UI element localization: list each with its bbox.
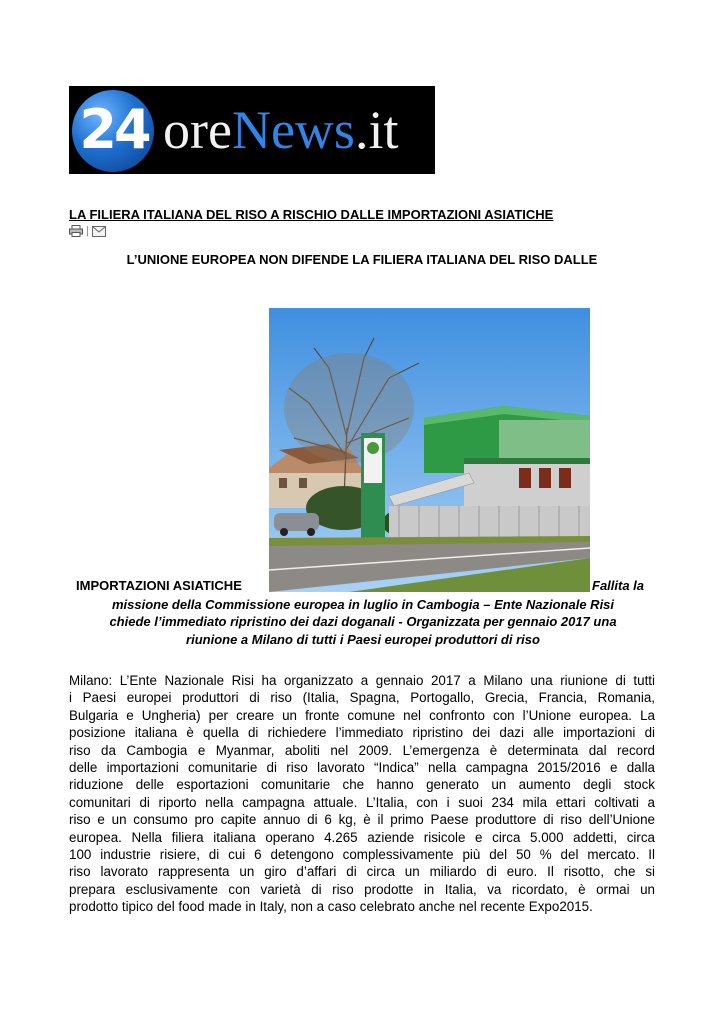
body-line: delle importazioni comunitarie di riso lavorato “Indica” nella campagna 2015/2016 e dalla [69, 760, 655, 776]
logo-number: 24 [79, 98, 149, 161]
article-lead [72, 596, 654, 648]
body-line: prodotto tipico del food made in Italy, non a caso celebrato anche nel recente Expo2015. [69, 899, 593, 915]
logo-word-tld: .it [354, 100, 399, 160]
article-subtitle: L’UNIONE EUROPEA NON DIFENDE LA FILIERA ITALIANA DEL RISO DALLE [126, 252, 598, 267]
lead-start: Fallita la [592, 578, 645, 593]
body-line: Bulgaria e Ungheria) per creare un fronte comune nel confronto con l’Unione europea. La [69, 707, 655, 723]
site-logo[interactable] [69, 86, 435, 174]
body-line: 100 industrie risiere, di cui 6 detengono complessivamente più del 50 % del mercato. Il [69, 847, 655, 863]
body-line: riso da Cambogia e Myanmar, aboliti nel 2009. L’emergenza è determinata dal record [69, 742, 655, 758]
lead-line: riunione a Milano di tutti i Paesi europei produttori di riso [186, 631, 540, 647]
logo-wordmark [163, 98, 398, 162]
body-line: europea. Nella filiera italiana operano 4.265 aziende risicole e circa 5.000 addetti, circa [69, 829, 655, 845]
body-line: riduzione delle esportazioni comunitarie che hanno generato un aumento degli stock [69, 777, 655, 793]
body-line: i Paesi europei produttori di riso (Italia, Spagna, Portogallo, Grecia, Francia, Romania, [69, 690, 655, 706]
body-line: posizione italiana è quella di richiedere l’immediato ripristino dei dazi alle importazioni di [69, 725, 655, 741]
article-photo [269, 308, 590, 592]
print-icon[interactable] [69, 225, 83, 237]
body-line: prepara esclusivamente con varietà di riso prodotte in Italia, va ricordato, è ormai un [69, 881, 655, 897]
logo-word-news: News [231, 100, 355, 160]
article-title[interactable]: LA FILIERA ITALIANA DEL RISO A RISCHIO DALLE IMPORTAZIONI ASIATICHE [69, 207, 554, 222]
body-line: riso lavorato rappresenta un giro d’affari di circa un miliardo di euro. Il risotto, che si [69, 864, 655, 880]
body-line: comunitari di riporto nella campagna attuale. L’Italia, con i suoi 234 mila ettari coltivati a [69, 794, 655, 810]
toolbar-separator: | [86, 225, 89, 237]
subtitle-continued: IMPORTAZIONI ASIATICHE [76, 578, 242, 593]
logo-word-ore: ore [163, 100, 232, 160]
body-line: riso e un consumo pro capite annuo di 6 kg, è il primo Paese produttore di riso dell’Unione [69, 812, 655, 828]
article-body [69, 672, 655, 916]
article-toolbar [69, 224, 106, 238]
lead-line: chiede l’immediato ripristino dei dazi doganali - Organizzata per gennaio 2017 una [109, 614, 617, 630]
email-icon[interactable] [92, 226, 106, 237]
lead-line: missione della Commissione europea in luglio in Cambogia – Ente Nazionale Risi [111, 597, 615, 612]
body-line: Milano: L’Ente Nazionale Risi ha organizzato a gennaio 2017 a Milano una riunione di tutti [69, 673, 655, 688]
